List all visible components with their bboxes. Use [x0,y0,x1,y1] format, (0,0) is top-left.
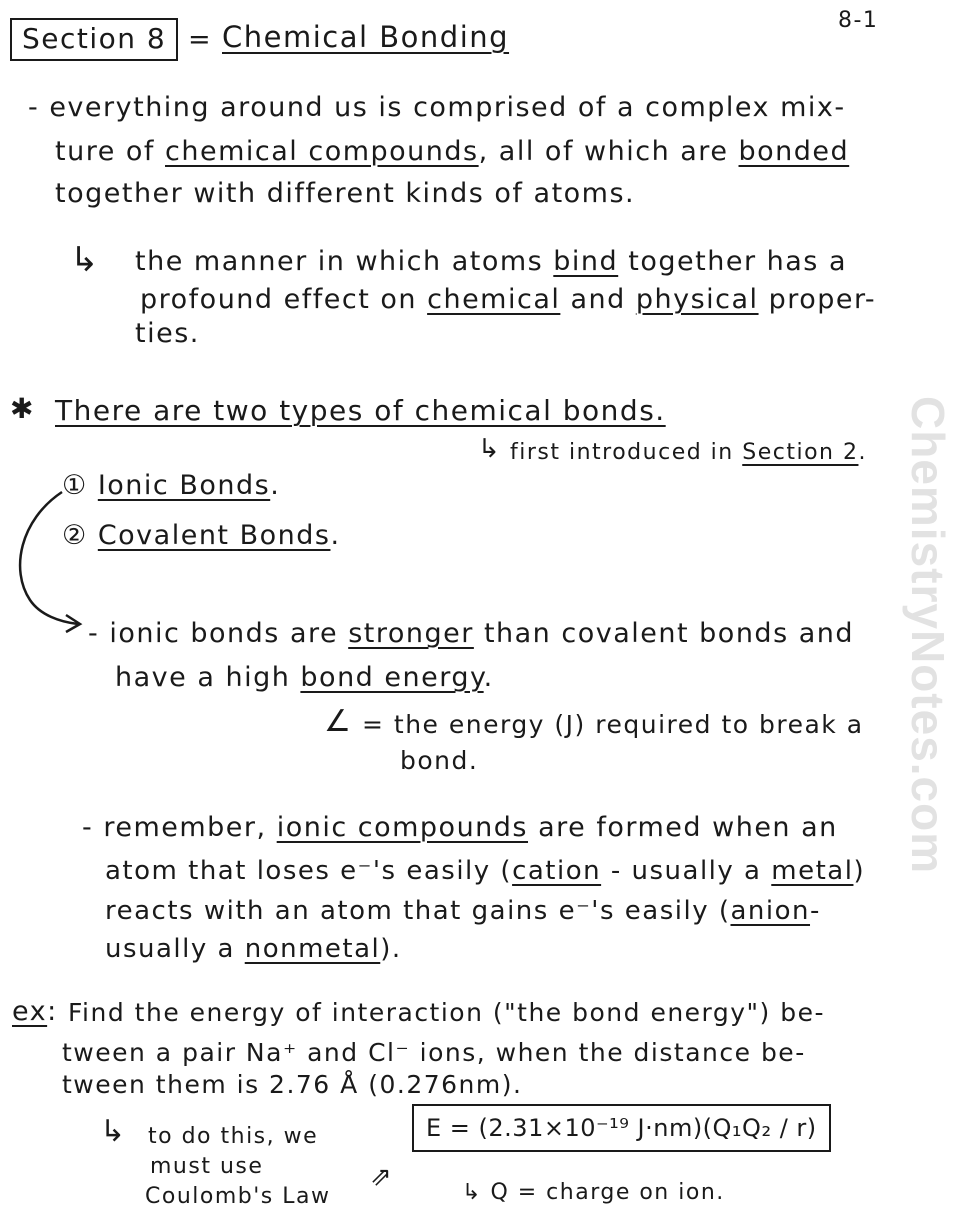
remember-line-3 [105,896,821,926]
term-chemical-compounds: chemical compounds [165,136,479,167]
page-title: Chemical Bonding [222,20,510,54]
intro-sub-2-c: proper- [758,284,877,315]
intro-line-2-a: ture of [55,136,166,167]
term-covalent-bonds: Covalent Bonds [97,520,331,551]
intro-sub-1-b: together has a [618,246,847,277]
example-line-1: Find the energy of interaction ("the bond energy") be- [68,998,826,1027]
formula-box [412,1104,831,1152]
term-ionic-bonds: Ionic Bonds [97,470,271,501]
term-metal: metal [771,856,854,886]
remember-line-2-b: - usually a [601,856,772,886]
term-section-2: Section 2 [742,440,859,465]
strength-line-2-a: have a high [115,662,301,693]
charge-note-text: Q = charge on ion. [490,1180,725,1205]
coulomb-formula: E = (2.31×10⁻¹⁹ J·nm)(Q₁Q₂ / r) [426,1114,817,1142]
hook-arrow-icon: ↳ [70,240,100,280]
definition-line-1: = the energy (J) required to break a [362,710,864,739]
term-cation: cation [512,856,602,886]
section-label: Section 8 [22,22,167,55]
strength-line-2 [115,662,494,693]
intro-line-3: together with different kinds of atoms. [55,178,636,209]
note-hook-arrow-icon: ↳ [478,434,502,464]
angle-arrow-icon: ∠ [324,704,353,739]
coulombs-law-cutoff: Coulomb's Law [145,1184,331,1209]
term-physical: physical [635,284,759,315]
intro-sub-1-a: the manner in which atoms [135,246,554,277]
double-arrow-icon: ⇗ [370,1162,394,1192]
example-sub-line-1: to do this, we [148,1124,319,1149]
remember-line-2-c: ) [853,856,866,886]
header-equals: = [188,24,213,55]
term-stronger: stronger [348,618,474,649]
item2-dot: . [330,520,341,551]
remember-line-2 [105,856,865,886]
strength-line-2-b: . [483,662,494,693]
charge-note-cutoff [462,1180,725,1205]
term-ionic-compounds: ionic compounds [276,812,529,843]
remember-line-2-a: atom that loses e⁻'s easily ( [105,856,513,886]
term-bind: bind [553,246,619,277]
term-anion: anion [730,896,811,926]
term-nonmetal: nonmetal [244,934,381,964]
item1-dot: . [270,470,281,501]
example-sub-line-2: must use [150,1154,264,1179]
remember-line-1 [82,812,838,843]
strength-line-1-b: than covalent bonds and [473,618,855,649]
intro-sub-2-b: and [560,284,636,315]
definition-line-2: bond. [400,746,479,775]
number-2-icon: ② [62,520,88,551]
strength-line-1 [88,618,854,649]
remember-line-4-b: ). [380,934,402,964]
example-colon: : [47,996,58,1027]
remember-line-1-a: - remember, [82,812,277,843]
watermark-text: ChemistryNotes.com [902,395,954,875]
remember-line-3-b: - [810,896,821,926]
remember-line-1-b: are formed when an [528,812,838,843]
example-label-text: ex [12,996,48,1027]
example-line-2: tween a pair Na⁺ and Cl⁻ ions, when the distance be- [62,1038,806,1067]
charge-hook-icon: ↳ [462,1180,482,1205]
intro-line-2-b: , all of which are [478,136,739,167]
term-bonded: bonded [738,136,850,167]
intro-sub-line-3: ties. [135,318,200,349]
types-note-b: . [858,440,867,465]
intro-sub-2-a: profound effect on [140,284,428,315]
term-chemical: chemical [427,284,561,315]
remember-line-3-a: reacts with an atom that gains e⁻'s easily ( [105,896,731,926]
remember-line-4 [105,934,402,964]
intro-line-1-text: - everything around us is comprised of a complex mix- [28,92,846,123]
example-hook-arrow-icon: ↳ [100,1114,127,1149]
example-line-3: tween them is 2.76 Å (0.276nm). [62,1070,523,1099]
remember-line-4-a: usually a [105,934,245,964]
types-note-a: first introduced in [510,440,743,465]
page-number: 8-1 [838,8,879,33]
term-bond-energy: bond energy [300,662,484,693]
strength-line-1-a: - ionic bonds are [88,618,349,649]
star-icon: ✱ [10,392,35,425]
types-heading: There are two types of chemical bonds. [55,394,666,427]
example-label [12,996,58,1027]
number-1-icon: ① [62,470,88,501]
